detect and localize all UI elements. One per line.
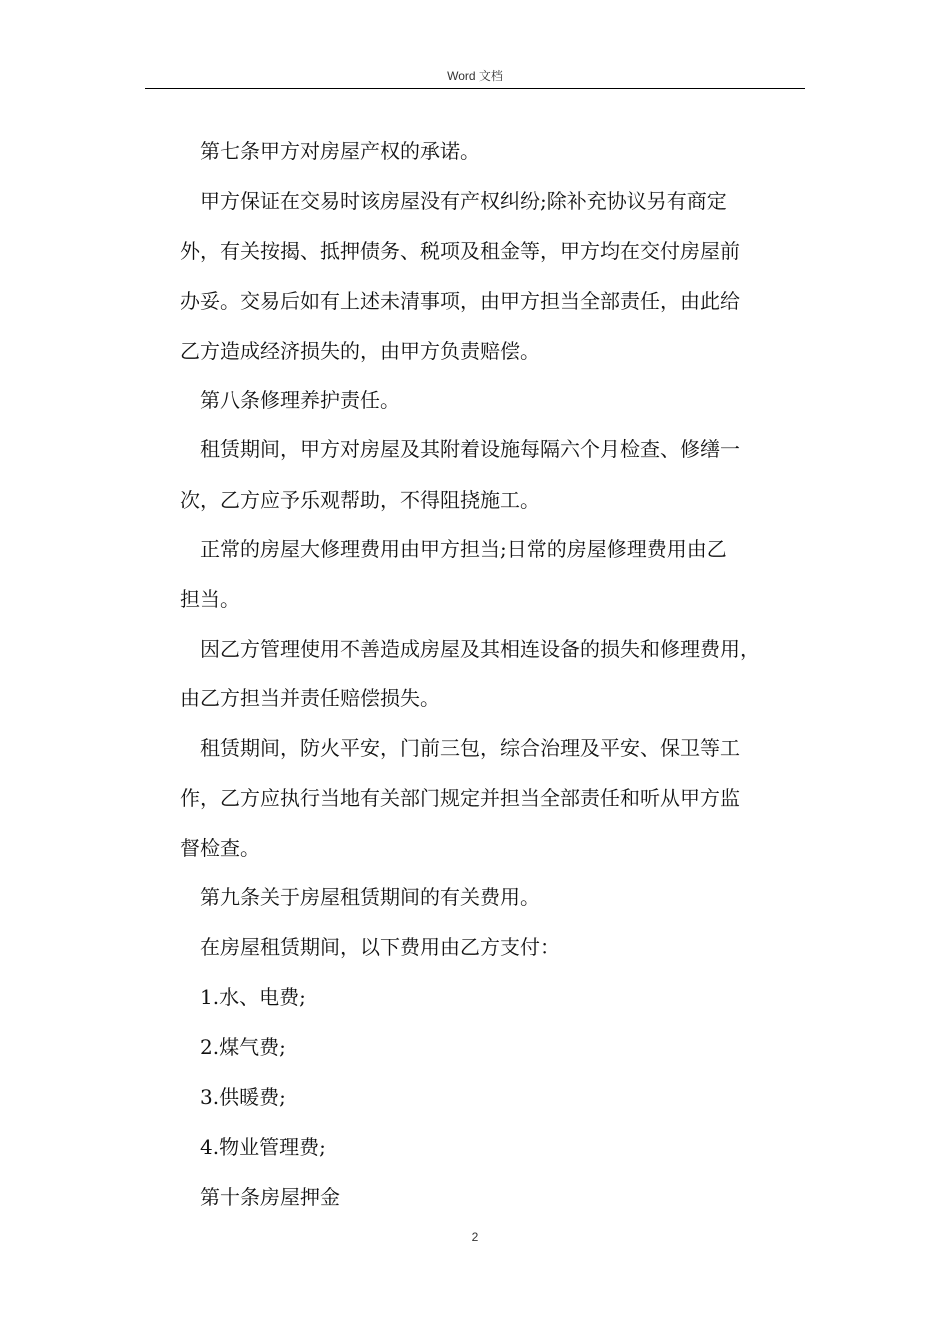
header-divider	[145, 88, 805, 89]
page-number: 2	[471, 1230, 479, 1244]
list-item: 2.煤气费;	[200, 1035, 286, 1059]
text-line: 因乙方管理使用不善造成房屋及其相连设备的损失和修理费用，	[200, 637, 760, 661]
text-line: 第九条关于房屋租赁期间的有关费用。	[200, 885, 540, 909]
text-line: 外，有关按揭、抵押债务、税项及租金等，甲方均在交付房屋前	[180, 239, 740, 263]
text-line: 乙方造成经济损失的，由甲方负责赔偿。	[180, 339, 540, 363]
text-line: 正常的房屋大修理费用由甲方担当;日常的房屋修理费用由乙	[200, 537, 727, 561]
text-line: 作，乙方应执行当地有关部门规定并担当全部责任和听从甲方监	[180, 786, 740, 810]
text-line: 第七条甲方对房屋产权的承诺。	[200, 139, 480, 163]
text-line: 第十条房屋押金	[200, 1185, 340, 1209]
text-line: 租赁期间，防火平安，门前三包，综合治理及平安、保卫等工	[200, 736, 740, 760]
list-item: 1.水、电费;	[200, 985, 306, 1009]
text-line: 甲方保证在交易时该房屋没有产权纠纷;除补充协议另有商定	[200, 189, 727, 213]
text-line: 第八条修理养护责任。	[200, 388, 400, 412]
text-line: 由乙方担当并责任赔偿损失。	[180, 686, 440, 710]
text-line: 担当。	[180, 587, 240, 611]
list-item: 4.物业管理费;	[200, 1135, 326, 1159]
text-line: 办妥。交易后如有上述未清事项，由甲方担当全部责任，由此给	[180, 289, 740, 313]
text-line: 租赁期间，甲方对房屋及其附着设施每隔六个月检查、修缮一	[200, 437, 740, 461]
list-item: 3.供暖费;	[200, 1085, 286, 1109]
text-line: 在房屋租赁期间，以下费用由乙方支付：	[200, 935, 560, 959]
page-header-title: Word 文档	[447, 69, 503, 83]
text-line: 次，乙方应予乐观帮助，不得阻挠施工。	[180, 488, 540, 512]
text-line: 督检查。	[180, 836, 260, 860]
